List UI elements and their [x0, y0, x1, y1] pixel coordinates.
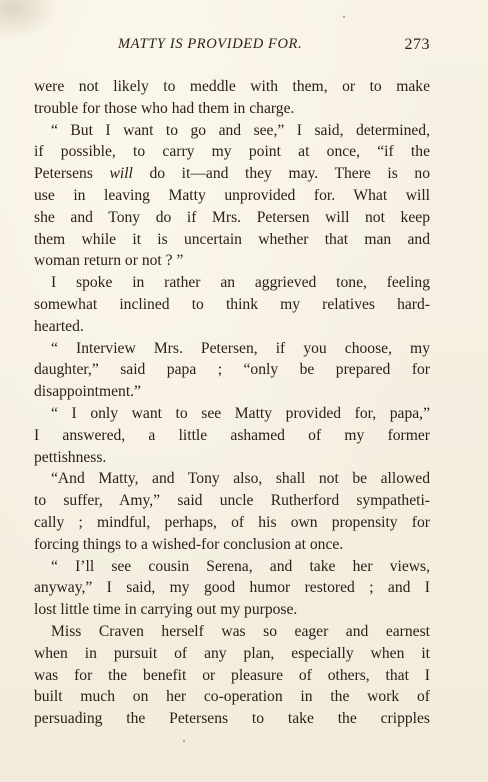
text-line: “ I’ll see cousin Serena, and take her views,	[51, 557, 430, 575]
paper-speck	[183, 740, 185, 742]
text-line: pettishness.	[34, 448, 107, 466]
text-line: persuading the Petersens to take the cripples	[34, 710, 430, 728]
text-segment: do it—and they may. There is no	[132, 165, 430, 183]
text-line: trouble for those who had them in charge.	[34, 99, 295, 117]
text-line: Miss Craven herself was so eager and earnest	[51, 622, 430, 640]
text-segment: Petersens	[34, 165, 110, 183]
text-line: somewhat inclined to think my relatives hard-	[34, 295, 430, 313]
text-line: “And Matty, and Tony also, shall not be allowed	[51, 470, 430, 488]
running-header	[34, 36, 430, 58]
text-line: if possible, to carry my point at once, “if the	[34, 143, 430, 161]
page-corner-smudge	[0, 0, 60, 40]
text-line: was for the benefit or pleasure of others, that I	[34, 666, 430, 684]
emphasized-word: will	[109, 165, 133, 183]
text-line: I answered, a little ashamed of my former	[34, 426, 430, 444]
text-line: anyway,” I said, my good humor restored ; and I	[34, 579, 430, 597]
text-line: cally ; mindful, perhaps, of his own propensity for	[34, 513, 430, 531]
text-line: use in leaving Matty unprovided for. What will	[34, 186, 430, 204]
text-line	[34, 163, 430, 185]
text-line: hearted.	[34, 317, 84, 335]
text-line: woman return or not ? ”	[34, 252, 184, 270]
paper-speck	[343, 16, 345, 18]
text-line: when in pursuit of any plan, especially when it	[34, 644, 430, 662]
text-line: she and Tony do if Mrs. Petersen will not keep	[34, 208, 430, 226]
text-line: “ Interview Mrs. Petersen, if you choose, my	[51, 339, 430, 357]
body-text	[34, 76, 430, 730]
text-line: were not likely to meddle with them, or to make	[34, 78, 430, 95]
text-line: I spoke in rather an aggrieved tone, feeling	[51, 274, 430, 292]
page-number: 273	[404, 36, 430, 53]
text-line: to suffer, Amy,” said uncle Rutherford sympatheti-	[34, 492, 430, 510]
text-line: forcing things to a wished-for conclusion at once.	[34, 535, 344, 553]
text-line: “ I only want to see Matty provided for, papa,”	[51, 404, 430, 422]
text-line: disappointment.”	[34, 383, 141, 401]
text-line: lost little time in carrying out my purpose.	[34, 601, 298, 619]
text-line: “ But I want to go and see,” I said, determined,	[51, 121, 430, 139]
text-line: daughter,” said papa ; “only be prepared for	[34, 361, 430, 379]
text-line: built much on her co-operation in the work of	[34, 688, 430, 706]
running-title: MATTY IS PROVIDED FOR.	[118, 36, 303, 52]
text-line: them while it is uncertain whether that man and	[34, 230, 430, 248]
